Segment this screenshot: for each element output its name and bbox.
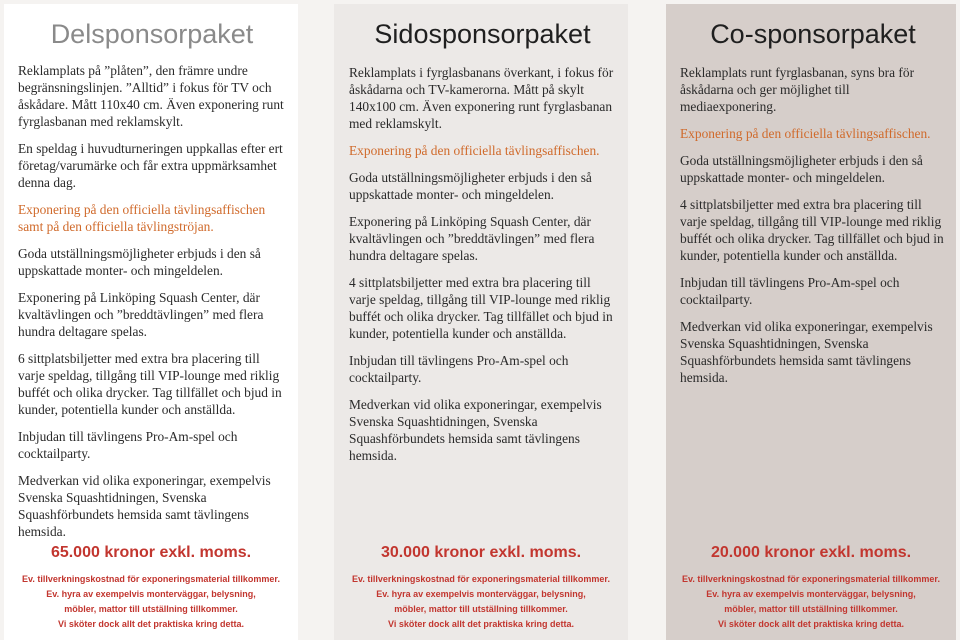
footnote-line: Ev. tillverkningskostnad för exponeringsmaterial tillkommer.	[682, 574, 940, 584]
description-paragraph: Inbjudan till tävlingens Pro-Am-spel och cocktailparty.	[18, 429, 238, 461]
description-paragraph: Goda utställningsmöjligheter erbjuds i den så uppskattade monter- och mingeldelen.	[680, 153, 923, 185]
description-paragraph: Reklamplats runt fyrglasbanan, syns bra för åskådarna och ger möjlighet till mediaexponering.	[680, 65, 915, 114]
description-paragraph: Exponering på den officiella tävlingsaffischen.	[349, 143, 600, 158]
footnote-line: Ev. hyra av exempelvis monterväggar, belysning,	[46, 589, 256, 599]
footnote-line: möbler, mattor till utställning tillkommer.	[724, 604, 898, 614]
package-title: Co-sponsorpaket	[710, 19, 916, 49]
package-column-sidosponsor	[334, 4, 628, 640]
package-footnote	[334, 572, 628, 632]
footnote-line: Vi sköter dock allt det praktiska kring detta.	[388, 619, 574, 629]
footnote-line: Ev. hyra av exempelvis monterväggar, belysning,	[376, 589, 586, 599]
description-paragraph: Exponering på den officiella tävlingsaffischen.	[680, 126, 931, 141]
description-paragraph: 6 sittplatsbiljetter med extra bra placering till varje speldag, tillgång till VIP-lounge med riklig buffét och olika drycker. Tag tillfället och bjud in kunder, potentiella kunder och anställda.	[18, 351, 282, 417]
description-paragraph: Exponering på Linköping Squash Center, där kvaltävlingen och ”breddtävlingen” med flera hundra deltagare spelas.	[18, 290, 264, 339]
package-description	[349, 64, 616, 464]
package-column-cosponsor	[666, 4, 956, 640]
footnote-line: Ev. hyra av exempelvis monterväggar, belysning,	[706, 589, 916, 599]
description-paragraph: Exponering på den officiella tävlingsaffischen samt på den officiella tävlingströjan.	[18, 202, 266, 234]
package-description	[680, 64, 946, 386]
package-footnote	[666, 572, 956, 632]
description-paragraph: Reklamplats på ”plåten”, den främre undre begränsningslinjen. ”Alltid” i fokus för TV och åskådare. Mått 110x40 cm. Även exponering runt fyrglasbanan med reklamskylt.	[18, 63, 284, 129]
package-title: Sidosponsorpaket	[374, 19, 591, 49]
description-paragraph: Goda utställningsmöjligheter erbjuds i den så uppskattade monter- och mingeldelen.	[18, 246, 261, 278]
description-paragraph: Medverkan vid olika exponeringar, exempelvis Svenska Squashtidningen, Svenska Squashförbundets hemsida samt tävlingens hemsida.	[349, 397, 602, 463]
footnote-line: Ev. tillverkningskostnad för exponeringsmaterial tillkommer.	[352, 574, 610, 584]
description-paragraph: Medverkan vid olika exponeringar, exempelvis Svenska Squashtidningen, Svenska Squashförbundets hemsida samt tävlingens hemsida.	[18, 473, 271, 539]
description-paragraph: En speldag i huvudturneringen uppkallas efter ert företag/varumärke och får extra uppmärksamhet denna dag.	[18, 141, 283, 190]
package-title: Delsponsorpaket	[50, 19, 254, 49]
package-column-delsponsor	[4, 4, 298, 640]
description-paragraph: Medverkan vid olika exponeringar, exempelvis Svenska Squashtidningen, Svenska Squashförbundets hemsida samt tävlingens hemsida.	[680, 319, 933, 385]
description-paragraph: 4 sittplatsbiljetter med extra bra placering till varje speldag, tillgång till VIP-lounge med riklig buffét och olika drycker. Tag tillfället och bjud in kunder, potentiella kunder och anställda.	[349, 275, 613, 341]
package-footnote	[4, 572, 298, 632]
description-paragraph: Goda utställningsmöjligheter erbjuds i den så uppskattade monter- och mingeldelen.	[349, 170, 592, 202]
description-paragraph: 4 sittplatsbiljetter med extra bra placering till varje speldag, tillgång till VIP-lounge med riklig buffét och olika drycker. Tag tillfället och bjud in kunder, potentiella kunder och anställda.	[680, 197, 944, 263]
footnote-line: Vi sköter dock allt det praktiska kring detta.	[718, 619, 904, 629]
package-price: 65.000 kronor exkl. moms.	[50, 544, 252, 561]
footnote-line: möbler, mattor till utställning tillkommer.	[64, 604, 238, 614]
footnote-line: möbler, mattor till utställning tillkommer.	[394, 604, 568, 614]
description-paragraph: Exponering på Linköping Squash Center, där kvaltävlingen och ”breddtävlingen” med flera hundra deltagare spelas.	[349, 214, 595, 263]
package-price: 20.000 kronor exkl. moms.	[710, 544, 912, 561]
footnote-line: Ev. tillverkningskostnad för exponeringsmaterial tillkommer.	[22, 574, 280, 584]
description-paragraph: Inbjudan till tävlingens Pro-Am-spel och cocktailparty.	[680, 275, 900, 307]
footnote-line: Vi sköter dock allt det praktiska kring detta.	[58, 619, 244, 629]
package-price: 30.000 kronor exkl. moms.	[380, 544, 582, 561]
package-description	[18, 62, 286, 540]
description-paragraph: Reklamplats i fyrglasbanans överkant, i fokus för åskådarna och TV-kamerorna. Mått på skylt 140x100 cm. Även exponering runt fyrglasbanan med reklamskylt.	[349, 65, 614, 131]
description-paragraph: Inbjudan till tävlingens Pro-Am-spel och cocktailparty.	[349, 353, 569, 385]
